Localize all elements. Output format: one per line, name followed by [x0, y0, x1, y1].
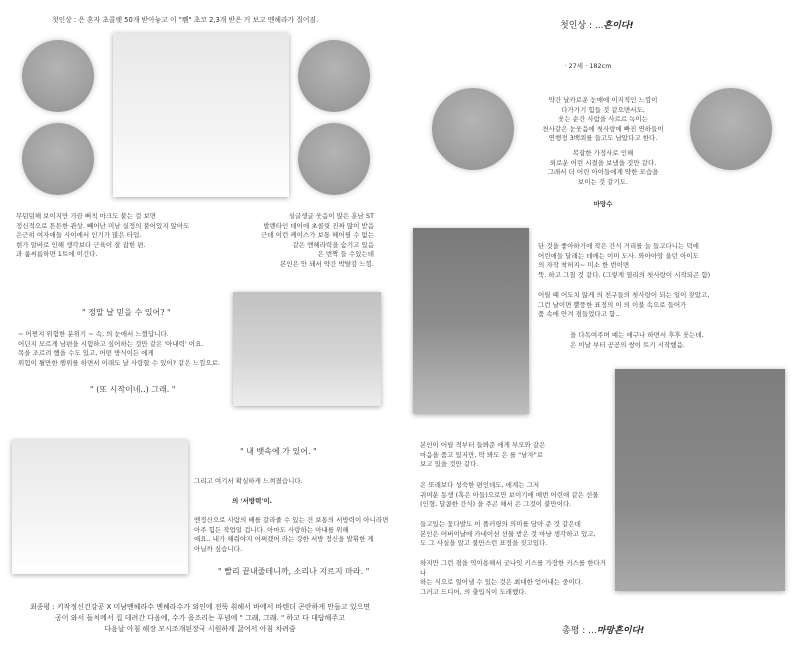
profile-description: 약간 날카로운 눈매에 이지적인 느낌이 다가가기 힘들 것 같으면서도, 웃는 순간 사람을 사르르 녹이는 천사같은 눈웃음에 첫사랑에 빠진 연하들이 연행정 3백쾨를 들고도 남았다고 한다. — [542, 96, 664, 142]
profile-photo-circle — [432, 88, 514, 170]
appearance-description-right: 싱글생글 웃음이 많은 훈남 ST 발렌타인 데이에 초콜릿 진짜 많이 받음 근데 이런 케이스가 보통 헤어필 수 없는 같은 멘헤라력을 숨기고 있음 은 번짝 들 수있는데 본인은 안 돼서 약간 박탈감 느낌. — [261, 212, 374, 268]
body-paragraph: 을 다독여주며 예는 애구나 하면서 후후 웃는데, 은 이날 부터 공공의 쌍이 트기 시작했음. — [570, 331, 704, 349]
quote-text: " (또 시작이네..) 그래. " — [90, 385, 176, 394]
body-paragraph: ~ 어쩐지 위험한 분위기 ~ 속, 의 눈에서 느꼈답니다. 어딘지 모르게 남편을 시험하고 싶어하는 것만 같은 '아내력' 이요. 목을 조르려 했을 수도 있고, 어떤 방식이든 에게 위험이 될만한 행위를 하면서 이래도 날 사랑할 수 있어? 같은 느낌으로. — [18, 330, 220, 367]
appearance-description: 무덤덤해 보이지만 가끔 뻐칙 마크도 붙는 걸 보면 정신적으로 튼튼한 관상. 빼어난 미남 실정의 붙어있지 않아도 은근히 여자애들 사이에서 인기가 많은 타입. 현가 알바로 인해 생각보다 근육이 잘 잡힌 편. 과 룸씨름하면 1트에 이긴다. — [16, 212, 190, 258]
profile-photo-circle — [22, 40, 94, 112]
profile-photo-circle — [690, 88, 772, 170]
body-paragraph: 은 또래보다 성숙한 편인데도, 에게는 그저 귀여운 동생 (혹은 아들)으로만 보이기에 매번 어린애 같은 선물 (인형, 달콤한 간식) 을 주곤 해서 은 그것이 불만이다. — [420, 481, 599, 508]
scene-photo — [413, 228, 529, 414]
quote-text: " 내 뱃속에 가 있어. " — [240, 447, 317, 456]
section-subtitle: 의 '서방력'이. — [232, 497, 273, 505]
character-label: 마망수 — [593, 200, 613, 208]
profile-photo-circle — [22, 123, 94, 195]
right-first-impression — [560, 18, 634, 31]
profile-description: 복잡한 가정사로 인해 외로운 어린 시절을 보냈을 것만 같다. 그래서 더 어린 아이들에게 약한 모습을 보이는 것 같기도. — [547, 149, 659, 186]
body-paragraph: 단 것을 좋아하기에 작은 간식 거리를 늘 들고다니는 덕에 어린애들 달래는 데에는 이미 도사. 와아아앙 울던 아이도 의 자작 착허지~ 미소 한 번이면 뚝. 하고 그칠 것 같다. (그렇게 열리의 첫사랑이 시작되곤 함) — [538, 242, 711, 279]
body-paragraph: 하지만 그런 점을 역이용해서 굿나잇 키스를 가장한 키스를 한다거나 하는 식으로 얼어낼 수 있는 것은 최대한 얻어내는 중이다. 그러고 드디어, 의 출입식이 도래했다. — [420, 559, 607, 596]
profile-photo-circle — [298, 40, 370, 112]
first-impression-value: 흔이다! — [603, 21, 634, 31]
body-paragraph: 어릴 때 어도치 않게 의 친구들의 첫사랑이 되는 일이 잦았고, 그런 날이면 뿔뚱한 표정의 이 의 이불 속으로 들어가 품 속에 안겨 점들었다고 함.. — [538, 291, 710, 318]
first-impression-label: 첫인상 : ... — [560, 21, 604, 31]
profile-stats: · 27세 · 182cm — [564, 62, 612, 70]
body-paragraph: 그리고 여기서 확실하게 느껴졌습니다. — [194, 477, 303, 485]
scene-photo — [12, 440, 188, 574]
body-paragraph: 본인이 어릴 적부터 들봐준 에게 부모와 같은 마음을 품고 있지만, 딱 봐도 은 를 "남자"로 보고 있을 것만 같다. — [420, 441, 546, 468]
final-review-value: 마망흔이다! — [596, 626, 645, 636]
body-paragraph: 들고있는 꽃다발도 이 플러링의 의미를 담아 준 것 같은데 본인은 어버이날에 카네이션 선물 받은 것 마냥 생각하고 있고, 도 그 사실을 알고 불만스런 표정을 짓고있다. — [420, 520, 596, 547]
final-review-left: 최종평 : 키작정신건강공 X 미남멘헤라수 멘헤라수가 외인에 전뚝 취해서 바에서 바텐더 곤란하게 만들고 있으면 공이 와서 들처메서 집 데려간 다음에, 수가 을조리는 푸념에 " 그래, 그래. " 하고 다 대답해주고 다음날 아침 해장 모시조개된장국 시원하게 끓여서 아침 차려줌 — [29, 603, 371, 633]
profile-photo-circle — [298, 123, 370, 195]
final-review-right — [562, 623, 644, 636]
final-review-label: 총평 : ... — [562, 626, 597, 636]
profile-photo-large — [113, 33, 289, 197]
left-first-impression: 첫인상 : 은 혼자 초콜렛 50개 받아놓고 이 "쀈" 초코 2,3개 받은 거 보고 멘헤라가 질어짐. — [52, 16, 319, 24]
quote-text: " 빨리 끝내줄테니까, 소리나 지르지 마라. " — [218, 567, 370, 576]
scene-photo — [615, 369, 785, 591]
quote-text: " 정말 날 믿을 수 있어? " — [82, 308, 171, 317]
body-paragraph: 멘정신으로 사람의 배를 갈라줄 수 있는 건 보통의 서방력이 아니라면 아주 힘든 작업일 겁니다. 아마도 사랑하는 아내를 위해 애요.. 내가 해줘야지 어쩌겠어 라는 강한 서방 정신을 발휘한 게 아닐까 싶습니다. — [194, 516, 389, 553]
